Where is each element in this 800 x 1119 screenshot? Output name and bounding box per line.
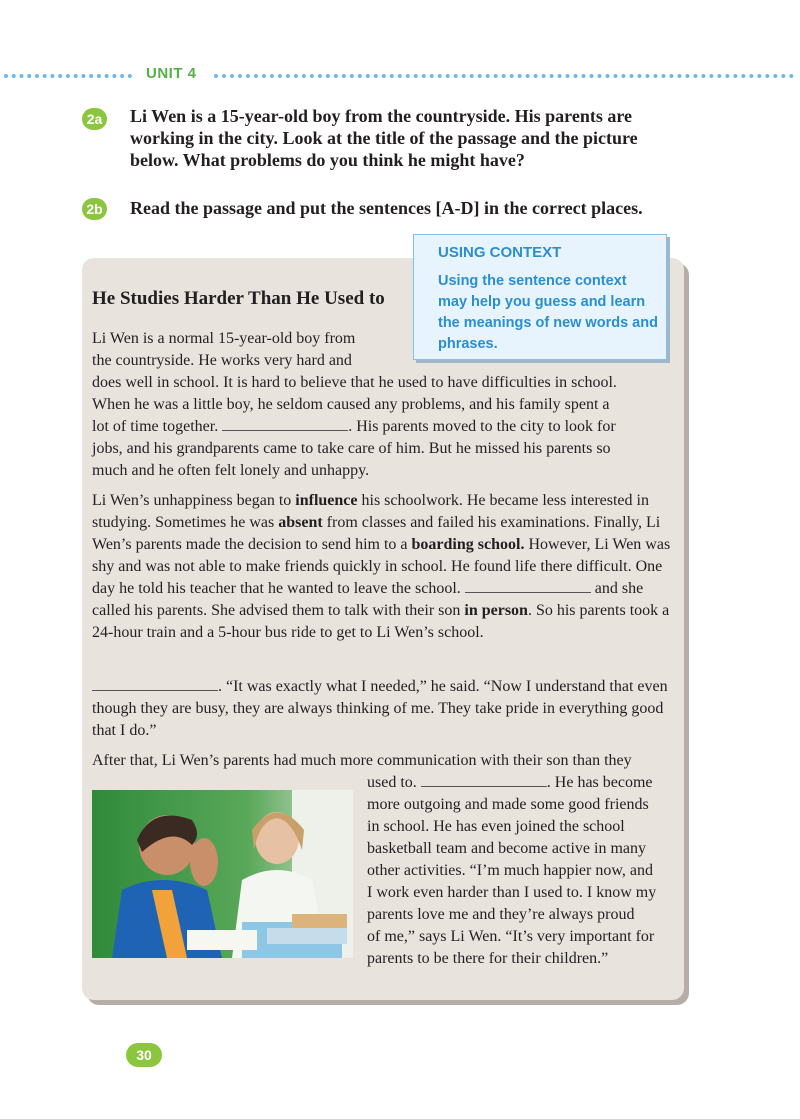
unit-label: UNIT 4 <box>146 65 197 82</box>
boy-and-teacher-photo <box>92 790 353 958</box>
p4-line: other activities. “I’m much happier now, and <box>367 862 653 879</box>
p4-line: used to. . He has become <box>367 774 653 791</box>
paragraph-3: . “It was exactly what I needed,” he said. “Now I understand that even though they are busy, they are always thinking of me. They take pride in everything good that I do.” <box>92 678 668 739</box>
p1-line: jobs, and his grandparents came to take care of him. But he missed his parents so <box>92 440 611 457</box>
context-text: Using the sentence context may help you guess and learn the meanings of new words and phrases. <box>438 273 658 352</box>
p4-line: of me,” says Li Wen. “It’s very important for <box>367 928 655 945</box>
p4-line: After that, Li Wen’s parents had much more communication with their son than they <box>92 752 632 769</box>
blank-b[interactable] <box>465 578 591 593</box>
p1-line: lot of time together. . His parents moved to the city to look for <box>92 418 616 435</box>
p4-line: parents love me and they’re always proud <box>367 906 635 923</box>
p1-line: Li Wen is a normal 15-year-old boy from <box>92 330 356 347</box>
p4-line: I work even harder than I used to. I know my <box>367 884 657 901</box>
p1-line: does well in school. It is hard to believe that he used to have difficulties in school. <box>92 374 617 391</box>
p1-line: the countryside. He works very hard and <box>92 352 352 369</box>
blank-c[interactable] <box>92 676 218 691</box>
page-number: 30 <box>126 1043 162 1067</box>
p1-line: When he was a little boy, he seldom caused any problems, and his family spent a <box>92 396 610 413</box>
p4-line: basketball team and become active in many <box>367 840 646 857</box>
task-badge-2b: 2b <box>82 198 107 220</box>
paragraph-2: Li Wen’s unhappiness began to influence his schoolwork. He became less interested in studying. Sometimes he was absent from classes and failed his examinations. Finally, Li Wen’s parents made the decision to send him to a boarding school. However, Li Wen was shy and was not able to make friends quickly in school. He found life there difficult. One day he told his teacher that he wanted to leave the school. and she called his parents. She advised them to talk with their son in person. So his parents took a 24-hour train and a 5-hour bus ride to get to Li Wen’s school. <box>92 492 671 641</box>
passage-title: He Studies Harder Than He Used to <box>92 288 385 309</box>
task-2a-instruction: Li Wen is a 15-year-old boy from the countryside. His parents are working in the city. Look at the title of the passage and the picture below. What problems do you think he might have? <box>130 106 638 170</box>
task-2b-instruction: Read the passage and put the sentences [A-D] in the correct places. <box>130 198 643 218</box>
p4-line: in school. He has even joined the school <box>367 818 625 835</box>
p4-line: more outgoing and made some good friends <box>367 796 649 813</box>
task-badge-2a: 2a <box>82 108 107 130</box>
dotted-rule-right <box>214 74 794 78</box>
dotted-rule-left <box>4 74 132 78</box>
p4-line: parents to be there for their children.” <box>367 950 609 967</box>
p1-line: much and he often felt lonely and unhappy. <box>92 462 370 479</box>
blank-a[interactable] <box>222 416 348 431</box>
context-title: USING CONTEXT <box>438 244 562 261</box>
blank-d[interactable] <box>421 772 547 787</box>
unit-header <box>0 64 800 88</box>
